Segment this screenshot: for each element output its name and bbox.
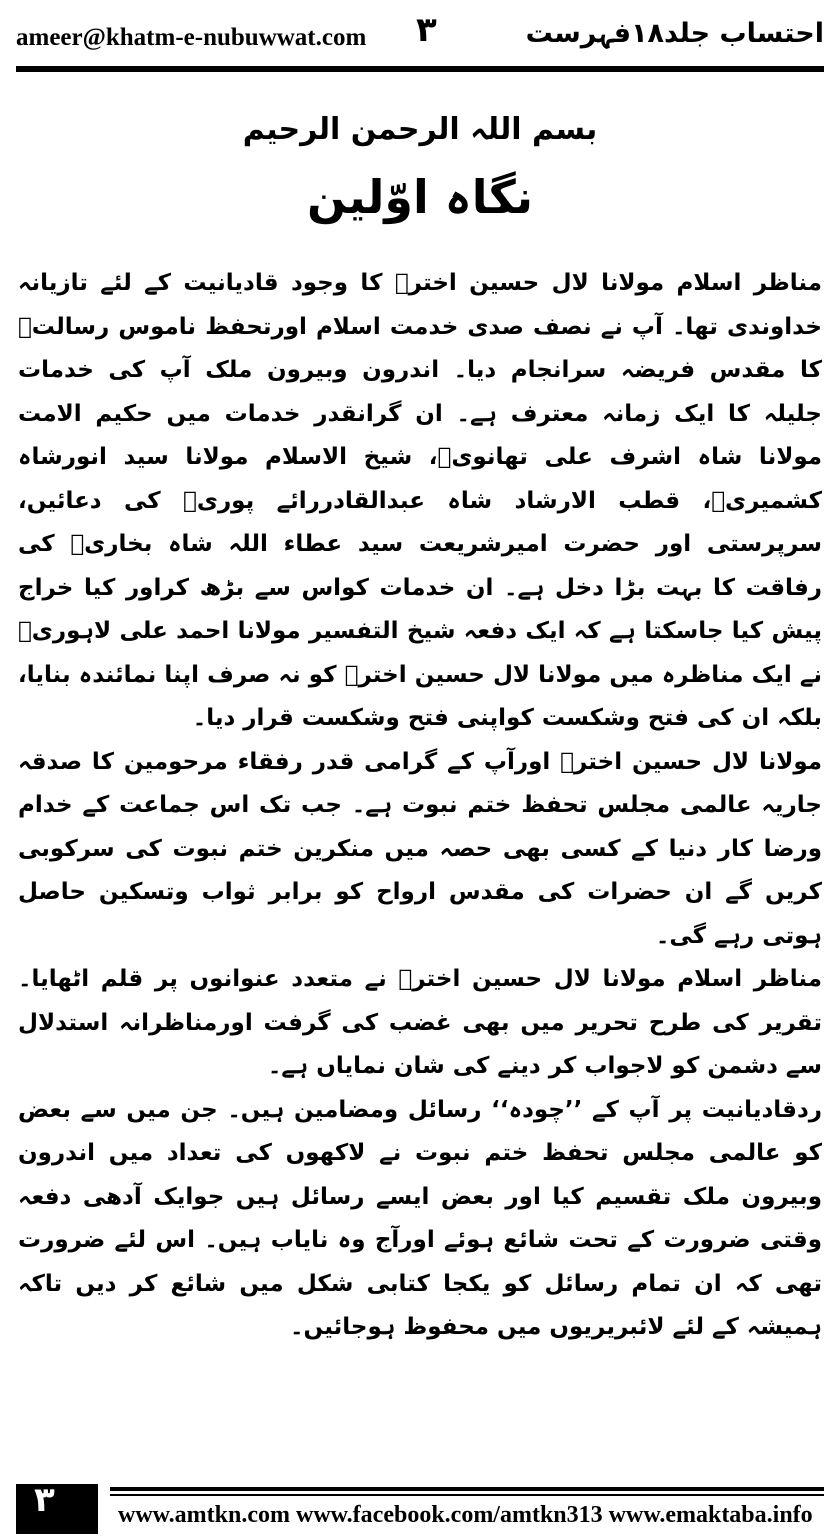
paragraph-4: ردقادیانیت پر آپ کے ’’چودہ‘‘ رسائل ومضامین ہیں۔ جن میں سے بعض کو عالمی مجلس تحفظ ختم نبوت نے لاکھوں کی تعداد میں اندرون وبیرون ملک تقسیم کیا اور بعض ایسے رسائل ہیں جوایک آدھی دفعہ وقتی ضرورت کے تحت شائع ہوئے اورآج وہ نایاب ہیں۔ اس لئے ضرورت تھی کہ ان تمام رسائل کو یکجا کتابی شکل میں شائع کر دیں تاکہ ہمیشہ کے لئے لائبریریوں میں محفوظ ہوجائیں۔ <box>18 1096 822 1340</box>
page-heading: نگاہ اوّلین <box>306 170 534 224</box>
paragraph-2: مولانا لال حسین اخترؒ اورآپ کے گرامی قدر رفقاء مرحومین کا صدقہ جاریہ عالمی مجلس تحفظ ختم نبوت ہے۔ جب تک اس جماعت کے خدام ورضا کار دنیا کے کسی بھی حصہ میں منکرین ختم نبوت کی سرکوبی کریں گے ان حضرات کی مقدس ارواح کو برابر ثواب وتسکین حاصل ہوتی رہے گی۔ <box>18 748 822 949</box>
page-number-bottom: ۳ <box>34 1480 55 1520</box>
body-text <box>18 262 822 1350</box>
footer-urls: www.amtkn.com www.facebook.com/amtkn313 www.emaktaba.info <box>118 1502 813 1528</box>
paragraph-1: مناظر اسلام مولانا لال حسین اخترؒ کا وجود قادیانیت کے لئے تازیانہ خداوندی تھا۔ آپ نے نصف صدی خدمت اسلام اورتحفظ ناموس رسالتﷺ کا مقدس فریضہ سرانجام دیا۔ اندرون وبیرون ملک آپ کی خدمات جلیلہ کا ایک زمانہ معترف ہے۔ ان گرانقدر خدمات میں حکیم الامت مولانا شاہ اشرف علی تھانویؒ، شیخ الاسلام مولانا سید انورشاہ کشمیریؒ، قطب الارشاد شاہ عبدالقادررائے پوریؒ کی دعائیں، سرپرستی اور حضرت امیرشریعت سید عطاء اللہ شاہ بخاریؒ کی رفاقت کا بہت بڑا دخل ہے۔ ان خدمات کواس سے بڑھ کراور کیا خراج پیش کیا جاسکتا ہے کہ ایک دفعہ شیخ التفسیر مولانا احمد علی لاہوریؒ نے ایک مناظرہ میں مولانا لال حسین اخترؒ کو نہ صرف اپنا نمائندہ بنایا، بلکہ ان کی فتح وشکست کواپنی فتح وشکست قرار دیا۔ <box>18 270 822 731</box>
footer-page-box <box>16 1484 98 1534</box>
bismillah: بسم اللہ الرحمن الرحیم <box>242 112 598 147</box>
book-title: احتساب جلد۱۸فہرست <box>525 18 824 49</box>
header-rule <box>16 66 824 72</box>
email-address: ameer@khatm-e-nubuwwat.com <box>16 24 367 51</box>
footer-rule-thin <box>110 1494 824 1496</box>
page-header <box>16 10 824 60</box>
paragraph-3: مناظر اسلام مولانا لال حسین اخترؒ نے متعدد عنوانوں پر قلم اٹھایا۔ تقریر کی طرح تحریر میں بھی غضب کی گرفت اورمناظرانہ استدلال سے دشمن کو لاجواب کر دینے کی شان نمایاں ہے۔ <box>18 966 822 1079</box>
footer-rule <box>110 1487 824 1491</box>
page-number-top: ۳ <box>416 10 437 50</box>
